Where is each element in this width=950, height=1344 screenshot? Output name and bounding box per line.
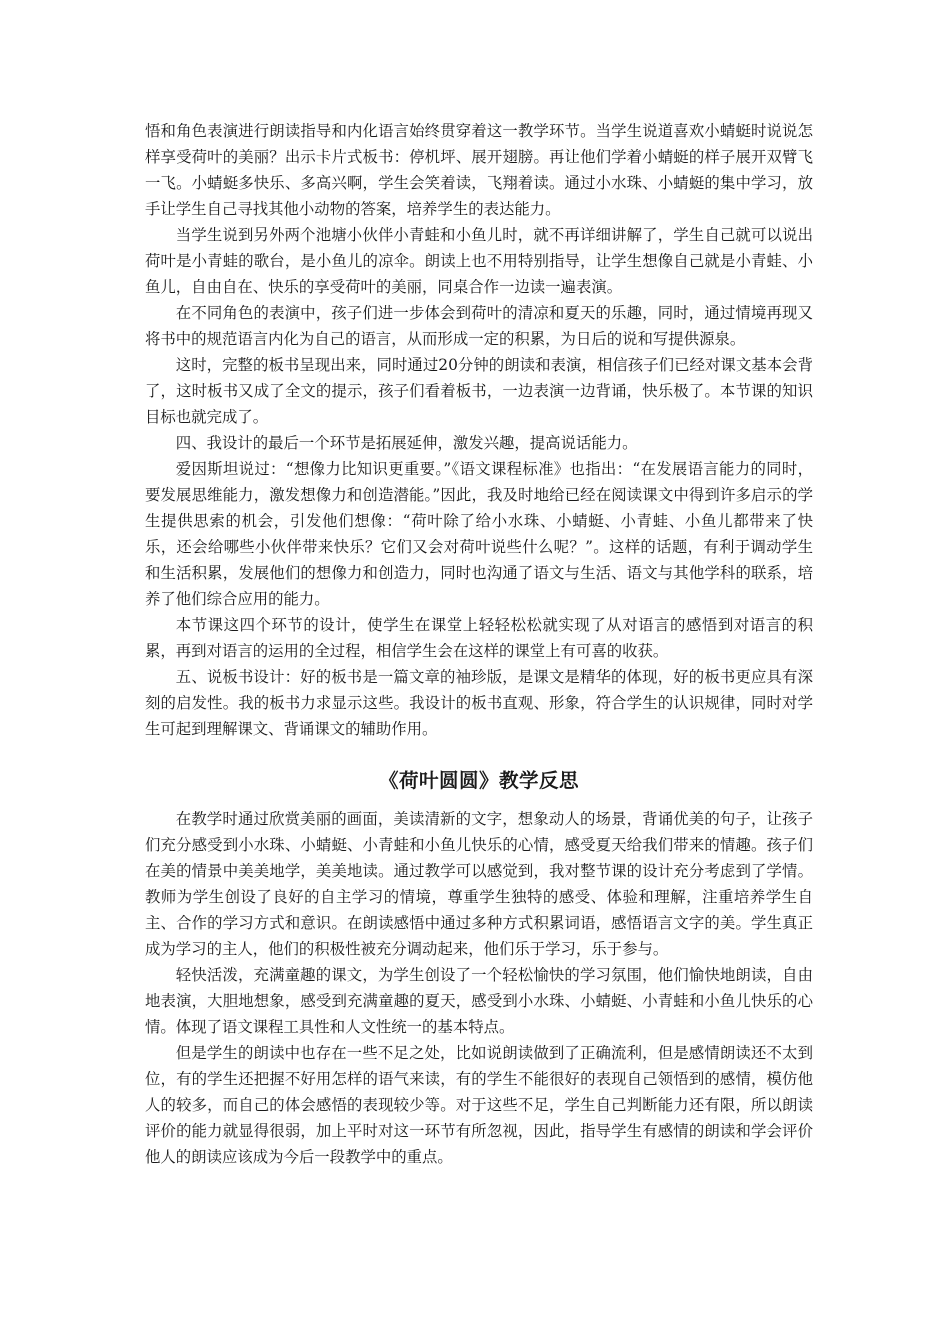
section-title: 《荷叶圆圆》教学反思 (378, 769, 579, 792)
document-page (145, 118, 813, 1170)
reflection-paragraph-2: 轻快活泼，充满童趣的课文，为学生创设了一个轻松愉快的学习氛围，他们愉快地朗读，自由地表演，大胆地想象，感受到充满童趣的夏天，感受到小水珠、小蜻蜓、小青蛙和小鱼儿快乐的心情。体现了语文课程工具性和人文性统一的基本特点。 (145, 966, 813, 1036)
body-paragraph-2: 当学生说到另外两个池塘小伙伴小青蛙和小鱼儿时，就不再详细讲解了，学生自己就可以说出荷叶是小青蛙的歌台，是小鱼儿的凉伞。朗读上也不用特别指导，让学生想像自己就是小青蛙、小鱼儿，自由自在、快乐的享受荷叶的美丽，同桌合作一边读一遍表演。 (145, 226, 813, 296)
reflection-paragraph-3: 但是学生的朗读中也存在一些不足之处，比如说朗读做到了正确流利，但是感情朗读还不太到位，有的学生还把握不好用怎样的语气来读，有的学生不能很好的表现自己领悟到的感情，模仿他人的较多，而自己的体会感悟的表现较少等。对于这些不足，学生自己判断能力还有限，所以朗读评价的能力就显得很弱，加上平时对这一环节有所忽视，因此，指导学生有感情的朗读和学会评价他人的朗读应该成为今后一段教学中的重点。 (145, 1044, 813, 1166)
body-paragraph-5: 四、我设计的最后一个环节是拓展延伸，激发兴趣，提高说话能力。 (175, 434, 638, 452)
body-paragraph-6: 爱因斯坦说过：“想像力比知识更重要。”《语文课程标准》也指出：“在发展语言能力的同时，要发展思维能力，激发想像力和创造潜能。”因此，我及时地给已经在阅读课文中得到许多启示的学生提供思索的机会，引发他们想像：“荷叶除了给小水珠、小蜻蜓、小青蛙、小鱼儿都带来了快乐，还会给哪些小伙伴带来快乐？它们又会对荷叶说些什么呢？”。这样的话题，有利于调动学生和生活积累，发展他们的想像力和创造力，同时也沟通了语文与生活、语文与其他学科的联系，培养了他们综合应用的能力。 (145, 460, 813, 608)
body-paragraph-1: 悟和角色表演进行朗读指导和内化语言始终贯穿着这一教学环节。当学生说道喜欢小蜻蜓时说说怎样享受荷叶的美丽？出示卡片式板书：停机坪、展开翅膀。再让他们学着小蜻蜓的样子展开双臂飞一飞。小蜻蜓多快乐、多高兴啊，学生会笑着读，飞翔着读。通过小水珠、小蜻蜓的集中学习，放手让学生自己寻找其他小动物的答案，培养学生的表达能力。 (145, 122, 813, 218)
section-spacer (145, 742, 813, 748)
body-paragraph-3: 在不同角色的表演中，孩子们进一步体会到荷叶的清凉和夏天的乐趣，同时，通过情境再现又将书中的规范语言内化为自己的语言，从而形成一定的积累，为日后的说和写提供源泉。 (145, 304, 813, 348)
body-paragraph-7: 本节课这四个环节的设计，使学生在课堂上轻轻松松就实现了从对语言的感悟到对语言的积累，再到对语言的运用的全过程，相信学生会在这样的课堂上有可喜的收获。 (145, 616, 813, 660)
body-paragraph-4: 这时，完整的板书呈现出来，同时通过20分钟的朗读和表演，相信孩子们已经对课文基本会背了，这时板书又成了全文的提示，孩子们看着板书，一边表演一边背诵，快乐极了。本节课的知识目标也就完成了。 (145, 356, 813, 426)
reflection-paragraph-1: 在教学时通过欣赏美丽的画面，美读清新的文字，想象动人的场景，背诵优美的句子，让孩子们充分感受到小水珠、小蜻蜓、小青蛙和小鱼儿快乐的心情，感受夏天给我们带来的情趣。孩子们在美的情景中美美地学，美美地读。通过教学可以感觉到，我对整节课的设计充分考虑到了学情。教师为学生创设了良好的自主学习的情境，尊重学生独特的感受、体验和理解，注重培养学生自主、合作的学习方式和意识。在朗读感悟中通过多种方式积累词语，感悟语言文字的美。学生真正成为学习的主人，他们的积极性被充分调动起来，他们乐于学习，乐于参与。 (145, 810, 813, 958)
body-paragraph-8: 五、说板书设计：好的板书是一篇文章的袖珍版，是课文是精华的体现，好的板书更应具有深刻的启发性。我的板书力求显示这些。我设计的板书直观、形象，符合学生的认识规律，同时对学生可起到理解课文、背诵课文的辅助作用。 (145, 668, 813, 738)
